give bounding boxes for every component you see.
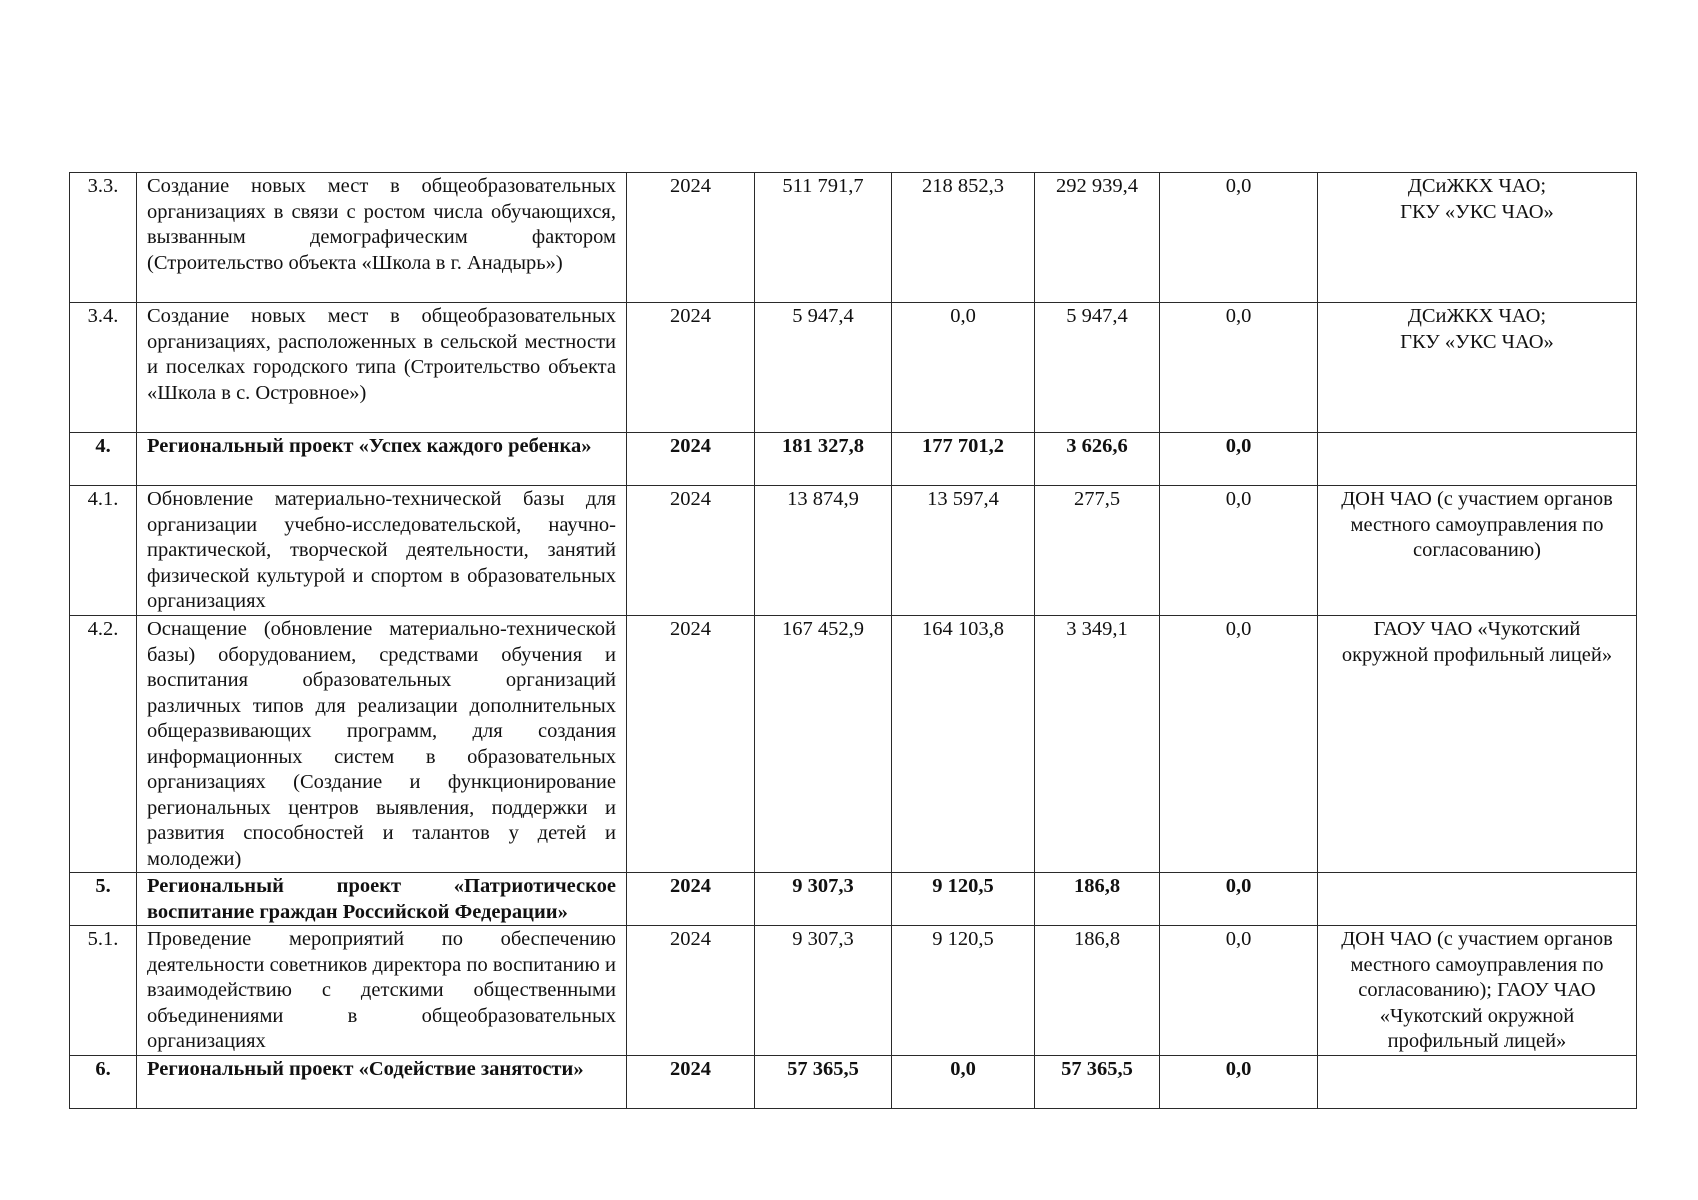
responsible-executor [1318, 1056, 1637, 1109]
measure-name: Обновление материально-технической базы для организации учебно-исследовательской, научно-практической, творческой деятельности, занятий физической культурой и спортом в образовательных организациях [137, 486, 627, 616]
total-amount: 5 947,4 [755, 303, 892, 433]
year-cell: 2024 [627, 173, 755, 303]
total-amount: 167 452,9 [755, 616, 892, 873]
responsible-executor: ДОН ЧАО (с участием органов местного самоуправления по согласованию); ГАОУ ЧАО «Чукотский окружной профильный лицей» [1318, 926, 1637, 1056]
regional-amount: 3 349,1 [1035, 616, 1160, 873]
year-cell: 2024 [627, 433, 755, 486]
row-number: 3.3. [70, 173, 137, 303]
responsible-executor [1318, 303, 1637, 433]
total-amount: 511 791,7 [755, 173, 892, 303]
responsible-executor [1318, 433, 1637, 486]
year-cell: 2024 [627, 926, 755, 1056]
year-cell: 2024 [627, 873, 755, 926]
project-name: Региональный проект «Патриотическое воспитание граждан Российской Федерации» [137, 873, 627, 926]
table-row [70, 926, 1637, 1056]
federal-amount: 13 597,4 [892, 486, 1035, 616]
responsible-line: ДСиЖКХ ЧАО; [1407, 175, 1547, 197]
row-number: 5. [70, 873, 137, 926]
project-row [70, 433, 1637, 486]
table-row [70, 173, 1637, 303]
table-row [70, 616, 1637, 873]
table-row [70, 486, 1637, 616]
federal-amount: 0,0 [892, 303, 1035, 433]
measure-name: Оснащение (обновление материально-технической базы) оборудованием, средствами обучения и воспитания образовательных организаций различных типов для реализации дополнительных общеразвивающих программ, для создания информационных систем в образовательных организациях (Создание и функционирование региональных центров выявления, поддержки и развития способностей и талантов у детей и молодежи) [137, 616, 627, 873]
responsible-executor: ДОН ЧАО (с участием органов местного самоуправления по согласованию) [1318, 486, 1637, 616]
row-number: 3.4. [70, 303, 137, 433]
federal-amount: 218 852,3 [892, 173, 1035, 303]
federal-amount: 0,0 [892, 1056, 1035, 1109]
responsible-line: ГКУ «УКС ЧАО» [1400, 200, 1554, 223]
responsible-executor [1318, 173, 1637, 303]
total-amount: 57 365,5 [755, 1056, 892, 1109]
local-amount: 0,0 [1160, 486, 1318, 616]
local-amount: 0,0 [1160, 616, 1318, 873]
federal-amount: 164 103,8 [892, 616, 1035, 873]
row-number: 4.2. [70, 616, 137, 873]
total-amount: 181 327,8 [755, 433, 892, 486]
measure-name: Создание новых мест в общеобразовательных организациях, расположенных в сельской местности и поселках городского типа (Строительство объекта «Школа в с. Островное») [137, 303, 627, 433]
year-cell: 2024 [627, 1056, 755, 1109]
regional-amount: 292 939,4 [1035, 173, 1160, 303]
local-amount: 0,0 [1160, 926, 1318, 1056]
regional-amount: 3 626,6 [1035, 433, 1160, 486]
federal-amount: 9 120,5 [892, 873, 1035, 926]
federal-amount: 177 701,2 [892, 433, 1035, 486]
project-name: Региональный проект «Содействие занятости» [137, 1056, 627, 1109]
row-number: 5.1. [70, 926, 137, 1056]
local-amount: 0,0 [1160, 873, 1318, 926]
local-amount: 0,0 [1160, 1056, 1318, 1109]
year-cell: 2024 [627, 616, 755, 873]
project-row [70, 1056, 1637, 1109]
table-row [70, 303, 1637, 433]
measure-name: Проведение мероприятий по обеспечению деятельности советников директора по воспитанию и взаимодействию с детскими общественными объединениями в общеобразовательных организациях [137, 926, 627, 1056]
responsible-line: ГКУ «УКС ЧАО» [1400, 330, 1554, 353]
regional-amount: 277,5 [1035, 486, 1160, 616]
federal-amount: 9 120,5 [892, 926, 1035, 1056]
regional-amount: 57 365,5 [1035, 1056, 1160, 1109]
year-cell: 2024 [627, 303, 755, 433]
local-amount: 0,0 [1160, 173, 1318, 303]
project-row [70, 873, 1637, 926]
total-amount: 9 307,3 [755, 926, 892, 1056]
local-amount: 0,0 [1160, 433, 1318, 486]
regional-amount: 5 947,4 [1035, 303, 1160, 433]
program-table [69, 172, 1637, 1109]
row-number: 4.1. [70, 486, 137, 616]
measure-name: Создание новых мест в общеобразовательных организациях в связи с ростом числа обучающихся, вызванным демографическим фактором (Строительство объекта «Школа в г. Анадырь») [137, 173, 627, 303]
row-number: 6. [70, 1056, 137, 1109]
row-number: 4. [70, 433, 137, 486]
total-amount: 13 874,9 [755, 486, 892, 616]
total-amount: 9 307,3 [755, 873, 892, 926]
regional-amount: 186,8 [1035, 926, 1160, 1056]
year-cell: 2024 [627, 486, 755, 616]
project-name: Региональный проект «Успех каждого ребенка» [137, 433, 627, 486]
local-amount: 0,0 [1160, 303, 1318, 433]
responsible-executor: ГАОУ ЧАО «Чукотский окружной профильный лицей» [1318, 616, 1637, 873]
responsible-line: ДСиЖКХ ЧАО; [1407, 305, 1547, 327]
regional-amount: 186,8 [1035, 873, 1160, 926]
responsible-executor [1318, 873, 1637, 926]
